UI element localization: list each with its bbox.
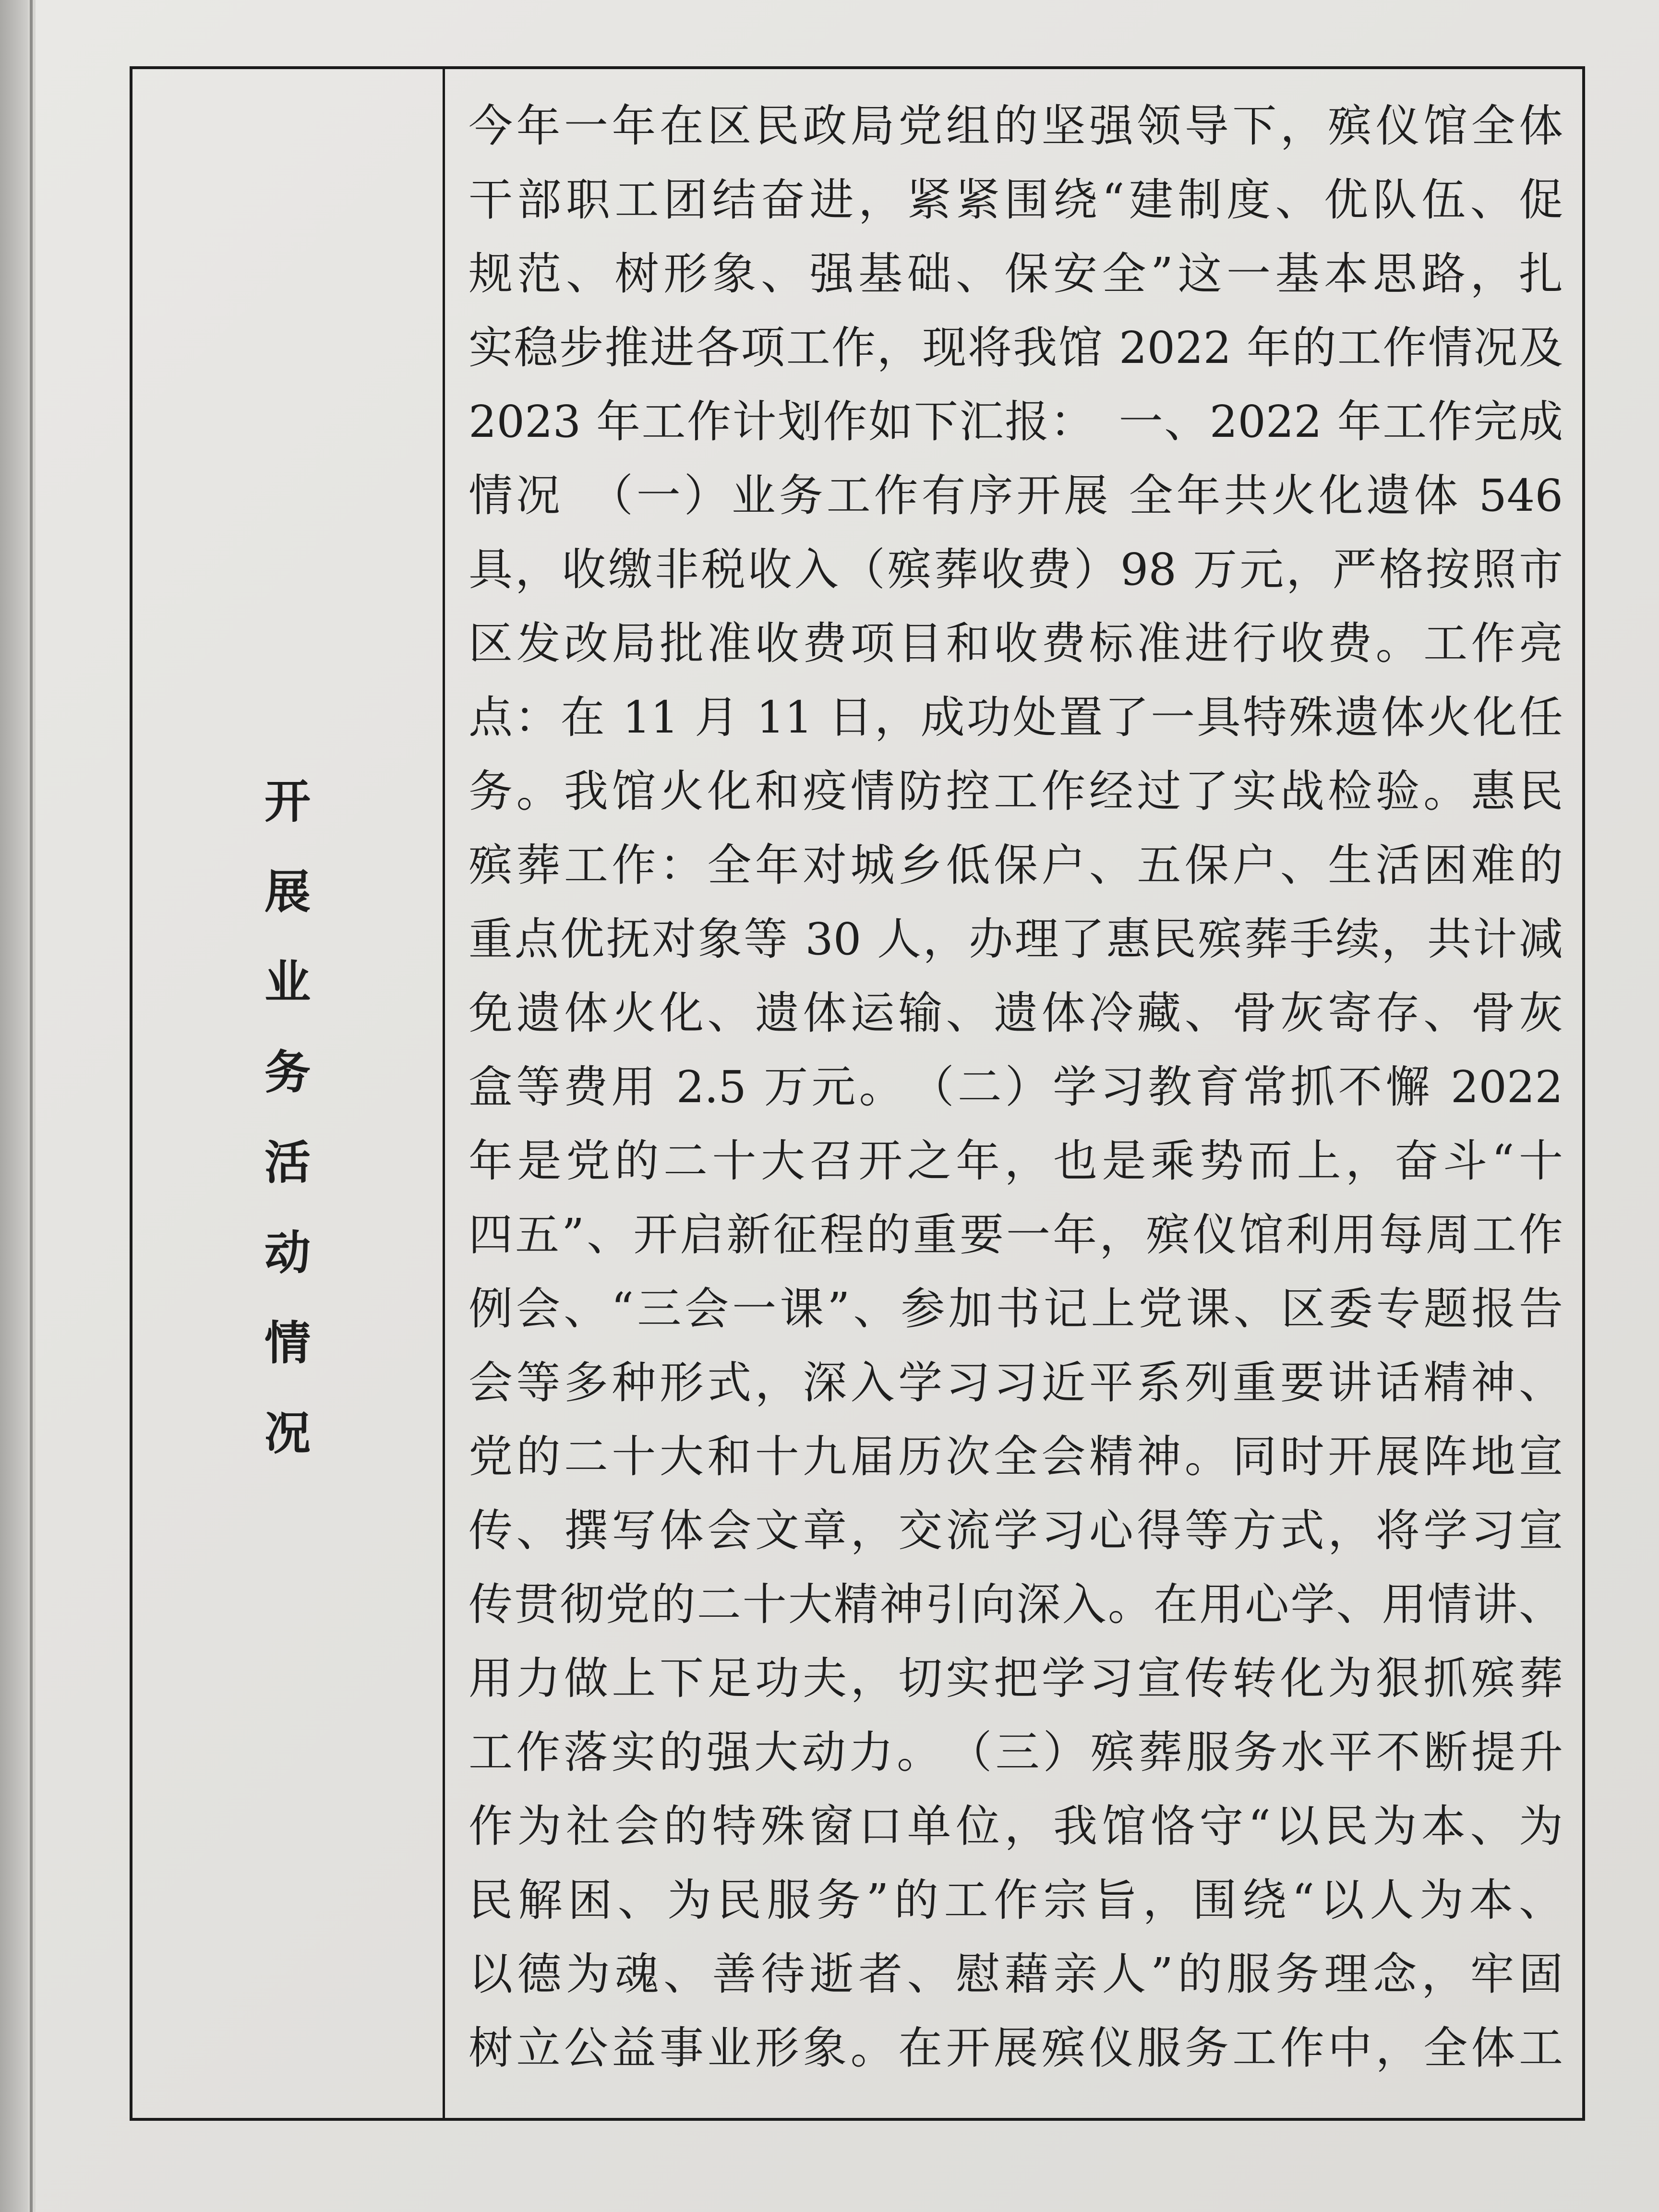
body-text-line: 规范、树形象、强基础、保安全”这一基本思路，扎 bbox=[469, 248, 1563, 300]
section-label-char: 展 bbox=[264, 865, 311, 919]
body-text-line: 实稳步推进各项工作，现将我馆 2022 年的工作情况及 bbox=[469, 322, 1563, 373]
body-text-line: 党的二十大和十九届历次全会精神。同时开展阵地宣 bbox=[469, 1431, 1563, 1482]
page-edge-line bbox=[30, 0, 33, 2212]
body-text-line: 工作落实的强大动力。 （三）殡葬服务水平不断提升 bbox=[469, 1727, 1563, 1778]
body-text-line: 2023 年工作计划作如下汇报： 一、2022 年工作完成 bbox=[469, 396, 1563, 447]
body-text-line: 免遗体火化、遗体运输、遗体冷藏、骨灰寄存、骨灰 bbox=[469, 987, 1563, 1039]
section-label-char: 业 bbox=[264, 955, 311, 1009]
body-text-line: 作为社会的特殊窗口单位，我馆恪守“以民为本、为 bbox=[469, 1801, 1563, 1852]
report-table bbox=[130, 66, 1585, 2121]
body-text-line: 殡葬工作：全年对城乡低保户、五保户、生活困难的 bbox=[469, 840, 1563, 891]
body-text-line: 用力做上下足功夫，切实把学习宣传转化为狠抓殡葬 bbox=[469, 1653, 1563, 1704]
section-label-char: 活 bbox=[264, 1135, 311, 1190]
section-label-cell bbox=[132, 69, 443, 2118]
body-text-line: 例会、“三会一课”、参加书记上党课、区委专题报告 bbox=[469, 1283, 1563, 1334]
body-text-line: 务。我馆火化和疫情防控工作经过了实战检验。惠民 bbox=[469, 766, 1563, 817]
body-text-line: 区发改局批准收费项目和收费标准进行收费。工作亮 bbox=[469, 618, 1563, 669]
section-label-char: 况 bbox=[264, 1406, 311, 1460]
body-text-line: 今年一年在区民政局党组的坚强领导下，殡仪馆全体 bbox=[469, 100, 1563, 152]
body-text-line: 传贯彻党的二十大精神引向深入。在用心学、用情讲、 bbox=[469, 1579, 1563, 1630]
body-text-line: 情况 （一）业务工作有序开展 全年共火化遗体 546 bbox=[469, 470, 1563, 521]
section-label-char: 开 bbox=[264, 774, 311, 829]
body-text-line: 会等多种形式，深入学习习近平系列重要讲话精神、 bbox=[469, 1357, 1563, 1408]
body-text-line: 具，收缴非税收入（殡葬收费）98 万元，严格按照市 bbox=[469, 544, 1563, 595]
body-text-line: 点：在 11 月 11 日，成功处置了一具特殊遗体火化任 bbox=[469, 692, 1563, 743]
body-text-line: 树立公益事业形象。在开展殡仪服务工作中，全体工 bbox=[469, 2022, 1563, 2074]
body-text-line: 以德为魂、善待逝者、慰藉亲人”的服务理念，牢固 bbox=[469, 1948, 1563, 2000]
body-text-line: 四五”、开启新征程的重要一年，殡仪馆利用每周工作 bbox=[469, 1209, 1563, 1261]
section-label-char: 务 bbox=[264, 1045, 311, 1099]
document-page bbox=[36, 0, 1659, 2212]
column-divider bbox=[443, 69, 445, 2118]
body-text-line: 传、撰写体会文章，交流学习心得等方式，将学习宣 bbox=[469, 1505, 1563, 1556]
body-text-line: 年是党的二十大召开之年，也是乘势而上，奋斗“十 bbox=[469, 1135, 1563, 1187]
body-text-line: 重点优抚对象等 30 人，办理了惠民殡葬手续，共计减 bbox=[469, 914, 1563, 965]
body-text-line: 盒等费用 2.5 万元。 （二）学习教育常抓不懈 2022 bbox=[469, 1061, 1563, 1113]
page-edge-shadow bbox=[0, 0, 28, 2212]
section-label-char: 情 bbox=[264, 1316, 311, 1370]
body-text-line: 干部职工团结奋进，紧紧围绕“建制度、优队伍、促 bbox=[469, 174, 1563, 226]
section-label-char: 动 bbox=[264, 1226, 311, 1280]
body-text-line: 民解困、为民服务”的工作宗旨，围绕“以人为本、 bbox=[469, 1875, 1563, 1926]
